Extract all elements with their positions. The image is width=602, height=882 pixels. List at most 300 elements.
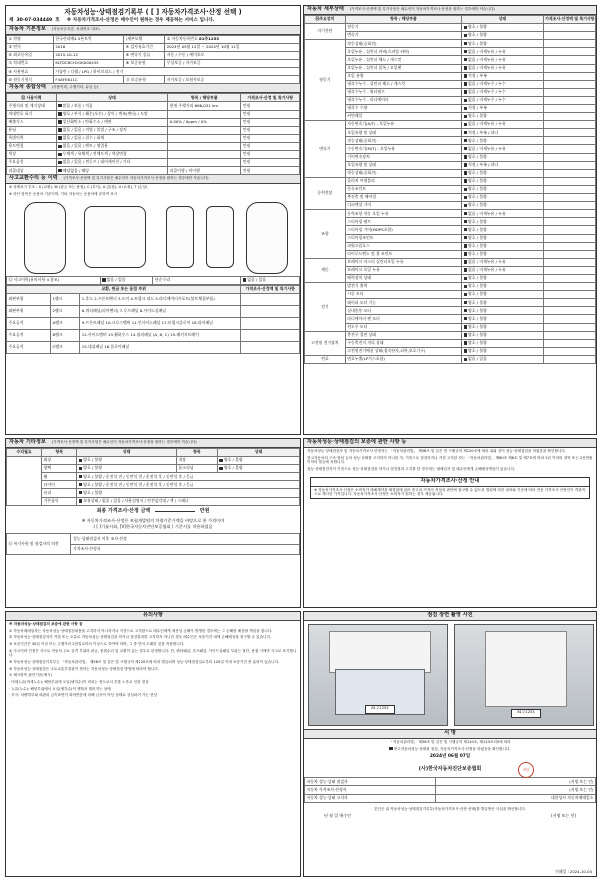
basic-section-title: 자동차 기본정보 xyxy=(9,25,46,32)
detail-row xyxy=(305,121,596,129)
check-mark xyxy=(464,236,467,239)
basic-value-2: 무상보증 / 자가보증 xyxy=(165,60,300,68)
parts-items: 9.프론트패널 10.크로스멤버 11.인사이드패널 17.트렁크플로어 18.리어패널 xyxy=(80,317,241,329)
overall-text: 만원 xyxy=(242,143,251,149)
accident-history-label: ⑬ 사고이력(유의사항 4 참조) xyxy=(7,276,101,284)
detail-price xyxy=(543,291,595,299)
basic-label-2: (세부모델 xyxy=(124,35,165,43)
check-mark xyxy=(58,153,61,156)
other-status xyxy=(77,473,300,481)
detail-status-text: 양호 / 불량 xyxy=(468,315,487,321)
detail-row xyxy=(305,266,596,274)
check-mark xyxy=(464,155,467,158)
detail-item: 배력장치 상태 xyxy=(345,274,461,282)
detail-status-text: 없음 / 미세누유 / 누유 xyxy=(468,121,506,127)
detail-status xyxy=(462,210,543,218)
detail-row xyxy=(305,80,596,88)
checkinfo-panel xyxy=(303,438,597,608)
basic-value-2: 2024년 05월 12일 ~ 2024년 10월 11일 xyxy=(165,43,300,51)
issue-date: 인쇄일 : 2024-10-04 xyxy=(555,868,592,874)
receiver-sign: (서명 또는 인) xyxy=(551,813,576,819)
overall-row xyxy=(7,167,300,175)
basic-label: ⑩ 원동기형식 xyxy=(7,76,54,84)
other-item-2: 룸크리닝 xyxy=(176,465,217,473)
detail-item: 연료누출(LP가스포함) xyxy=(345,355,461,363)
basic-label-2: ⑧ 보증유형 xyxy=(124,60,165,68)
detail-status xyxy=(462,96,543,104)
detail-row xyxy=(305,355,596,363)
detail-section-title: 자동차 세부상태 xyxy=(307,6,344,12)
detail-row xyxy=(305,226,596,234)
detail-row xyxy=(305,242,596,250)
basic-value-2: 자동 / 수동 / 세미오토 xyxy=(165,52,300,60)
overall-cell xyxy=(241,142,300,150)
detail-head-0: ⑭주요장치 xyxy=(305,15,346,23)
check-mark xyxy=(464,82,467,85)
signer-role: 자동차 성능·상태 점검자 xyxy=(305,778,436,786)
insurance-note: ※ 자동차가격조사·산정은 보험개발원의 차량기준가액을 바탕으로 한 가격이며 ( [ ]기술사회, [V]한국자동차진단보증협회 ) 기준서를 적용하였음 xyxy=(81,518,225,529)
detail-status-text: 없음 / 미세누수 / 누수 xyxy=(468,97,506,103)
doc-number-row xyxy=(6,18,300,23)
other-item: 타이어 xyxy=(42,481,77,489)
price-guide-text: ※ 자동차가격조사·산정은 소비자가 매매계약을 체결함에 있어 중고차 가격의 적정성 판단에 참고할 수 있도록 법령에 의한 절차와 기준에 따라 전문 가격조사·산정인이 객관적으로 제시한 가격입니다. 자동차가격조사·산정은 소비자가 원하는 경우 제공됩니다. xyxy=(314,487,586,497)
final-price-unit: 만원 xyxy=(199,507,210,514)
signature-section-header: 서 명 xyxy=(304,729,596,739)
detail-status-text: 양호 / 불량 xyxy=(468,250,487,256)
overall-cell xyxy=(168,110,241,118)
detail-price xyxy=(543,161,595,169)
detail-status-text: 없음 / 미세누유 / 누유 xyxy=(468,48,506,54)
parts-head-2: 가격조사·산정액 및 특기사항 xyxy=(241,285,300,293)
caution-paragraph: ⑥ 자동차성능·상태점검은 국토교통부장관이 정하는 자동차성능·상태점검 방법에 따라야 합니다. xyxy=(9,666,160,671)
check-mark xyxy=(464,147,467,150)
parts-row xyxy=(7,329,300,341)
other-item: 휠 xyxy=(42,473,77,481)
detail-group: 변속기 xyxy=(305,121,346,178)
overall-cell xyxy=(7,110,57,118)
detail-status xyxy=(462,177,543,185)
final-price-row xyxy=(6,506,300,518)
detail-status xyxy=(462,355,543,363)
parts-group: 외판부위 xyxy=(7,293,51,305)
doc-no-label: 제 xyxy=(9,17,14,23)
other-panel xyxy=(5,438,301,608)
special-table xyxy=(6,533,300,555)
check-mark xyxy=(79,467,82,470)
detail-group: 원동기 xyxy=(305,40,346,121)
detail-row xyxy=(305,48,596,56)
detail-item: 변속기 xyxy=(345,32,461,40)
overall-cell xyxy=(168,134,241,142)
car-frame-view xyxy=(84,206,146,268)
detail-status-text: 양호 / 불량 xyxy=(468,226,487,232)
overall-cell xyxy=(241,110,300,118)
detail-group: 자기진단 xyxy=(305,24,346,40)
check-mark xyxy=(464,309,467,312)
signature-date: 2024년 06월 07일 xyxy=(429,754,471,760)
overall-cell xyxy=(56,126,167,134)
issuing-org: (사)한국자동차진단보증협회 xyxy=(418,766,482,773)
special-line-2: 가격조사·산정자 xyxy=(71,544,300,555)
doc-no-suffix: 호 xyxy=(55,17,60,23)
caution-section-header: 유의사항 xyxy=(6,612,300,621)
basic-label: ③ 연식 xyxy=(7,43,54,51)
detail-price xyxy=(543,339,595,347)
repair-col xyxy=(7,457,42,506)
overall-row xyxy=(7,134,300,142)
check-mark xyxy=(464,196,467,199)
overall-cell xyxy=(241,159,300,167)
detail-row xyxy=(305,291,596,299)
overall-text: 0.00% / 0ppm / 0% xyxy=(169,118,207,124)
parts-price xyxy=(241,341,300,353)
caution-panel xyxy=(5,611,301,877)
parts-row xyxy=(7,341,300,353)
detail-item: 충전구 절연 상태 xyxy=(345,331,461,339)
detail-price xyxy=(543,177,595,185)
check-mark xyxy=(464,333,467,336)
parts-items: 6.쿼터패널(리어펜더) 7.루프패널 8.사이드실패널 xyxy=(80,305,241,317)
detail-row xyxy=(305,113,596,121)
detail-row xyxy=(305,323,596,331)
check-mark xyxy=(219,467,222,470)
detail-item: 윈도우 모터 xyxy=(345,323,461,331)
overall-text: 없음 / 있음 / 침수 / 화재 xyxy=(62,135,105,141)
overall-cell xyxy=(7,159,57,167)
other-status-text: 양호 / 불량 / 운전석 전 / 동반석 전 / 운전석 후 / 동반석 후 / 응급 xyxy=(83,473,194,479)
overall-cell xyxy=(7,126,57,134)
detail-group: 고전원 전기장치 xyxy=(305,331,346,355)
overall-cell xyxy=(241,151,300,159)
detail-status xyxy=(462,323,543,331)
overall-cell xyxy=(7,167,57,175)
check-mark xyxy=(464,26,467,29)
detail-status-text: 적정 / 부족 xyxy=(468,72,487,78)
overall-text: 차대번호 표기 xyxy=(8,110,33,116)
basic-label-2: ⑥ 변속기 종류 xyxy=(124,52,165,60)
check-mark xyxy=(464,260,467,263)
caution-paragraph: ② 자동차성능·상태점검자가 거짓 또는 오류로 자동차성능·상태점검을 하거나 점검결과를 고지하지 아니한 경우 매수인은 보증기간 내에 손해배상을 청구할 수 있습니다. xyxy=(9,635,272,640)
detail-status xyxy=(462,250,543,258)
overall-cell xyxy=(241,167,300,175)
signer-row xyxy=(305,794,596,802)
basic-reg-cell xyxy=(165,35,300,43)
overall-text: 없음 / 있음 / 썬루프 / 네비게이션 / 기타 xyxy=(62,159,131,165)
detail-price xyxy=(543,202,595,210)
detail-status xyxy=(462,291,543,299)
check-mark xyxy=(464,293,467,296)
basic-label: ① 차명 xyxy=(7,35,54,43)
overall-text: 무채색 / 유채색 / 전체도색 / 색상변경 xyxy=(62,151,127,157)
basic-row xyxy=(7,68,300,76)
detail-item: 파워고압호스 xyxy=(345,242,461,250)
parts-rank: B랭크 xyxy=(50,329,79,341)
detail-row xyxy=(305,258,596,266)
detail-status xyxy=(462,169,543,177)
detail-item: 오일누유 - 실린더 커버(로커암 커버) xyxy=(345,48,461,56)
detail-status-text: 양호 / 불량 xyxy=(468,283,487,289)
detail-price xyxy=(543,331,595,339)
other-status xyxy=(77,489,300,497)
check-mark xyxy=(79,475,82,478)
parts-group: 외판부위 xyxy=(7,305,51,317)
detail-table xyxy=(304,15,596,364)
checkinfo-paragraph: 자동차성능·상태점검자 및 자동차가격조사·산정자는 「자동차관리법」 제58조 및 같은 법 시행규칙 제120조에 따라 위와 같이 성능·상태점검을 하였음을 확인합니다. xyxy=(307,448,567,453)
special-line-1: 성능·상태점검자 이후 조사·산정 xyxy=(71,534,300,545)
detail-price xyxy=(543,56,595,64)
detail-status-text: 양호 / 불량 xyxy=(468,137,487,143)
check-mark xyxy=(464,325,467,328)
parts-group: 주요골격 xyxy=(7,329,51,341)
parts-head-1: 교환, 판금 또는 용접 부위 xyxy=(7,285,241,293)
detail-item: 와이퍼 모터 기능 xyxy=(345,299,461,307)
detail-item: 냉각수 수량 xyxy=(345,105,461,113)
basic-value-2: 자가보증 / 보험사보증 xyxy=(165,76,300,84)
detail-status-text: 없음 / 미세누유 / 누유 xyxy=(468,56,506,62)
overall-cell xyxy=(56,159,167,167)
basic-info-table xyxy=(6,35,300,85)
detail-status xyxy=(462,121,543,129)
detail-status xyxy=(462,226,543,234)
detail-row xyxy=(305,331,596,339)
other-item: 기본품목 xyxy=(42,497,77,505)
detail-item: 스티어링 기어(MDPS포함) xyxy=(345,226,461,234)
detail-item: 오일유량 및 상태 xyxy=(345,129,461,137)
basic-section-header xyxy=(6,25,300,35)
check-mark xyxy=(464,66,467,69)
detail-status-text: 적정 / 부족 xyxy=(468,105,487,111)
overall-section-header xyxy=(6,84,300,93)
photo-section-header: 점검 장면 촬영 사진 xyxy=(304,612,596,621)
detail-item: 오일 유량 xyxy=(345,72,461,80)
detail-status-text: 양호 / 불량 xyxy=(468,275,487,281)
detail-item: 냉각수누수 - 워터펌프 xyxy=(345,88,461,96)
other-table xyxy=(6,448,300,506)
detail-head-3: 가격조사·산정액 및 특기사항 xyxy=(543,15,595,23)
accident-section-title: 사고교환수리 등 이력 xyxy=(9,175,58,182)
rear-photo xyxy=(454,624,594,726)
detail-row xyxy=(305,56,596,64)
overall-cell xyxy=(56,118,167,126)
caution-paragraph: ⑦ 체크항목 판단기준(예시) xyxy=(9,673,53,678)
detail-row xyxy=(305,347,596,355)
accident-section-header xyxy=(6,175,300,184)
detail-status xyxy=(462,194,543,202)
detail-row xyxy=(305,315,596,323)
overall-cell xyxy=(56,142,167,150)
detail-price xyxy=(543,258,595,266)
caution-paragraph: ① 자동차매매업자는 자동차성능·상태점검내용을 고지하지 아니하거나 거짓으로 고지함으로 매수인에게 재산상 손해가 발생한 경우에는 그 손해를 배상할 책임을 집니다. xyxy=(9,628,273,633)
check-mark xyxy=(464,349,467,352)
detail-price xyxy=(543,48,595,56)
detail-status xyxy=(462,347,543,355)
overall-cell xyxy=(168,142,241,150)
basic-section-note: (자동차등록증, 차대번호 대조) xyxy=(51,26,100,31)
final-price-label: 최종 가격조사·산정 금액 xyxy=(96,507,151,514)
detail-status-text: 없음 / 미세누유 / 누유 xyxy=(468,267,506,273)
other-item-2: 내장 xyxy=(176,457,217,465)
check-mark xyxy=(464,34,467,37)
basic-row xyxy=(7,76,300,84)
overall-text: 만원 xyxy=(242,110,251,116)
caution-paragraphs xyxy=(6,628,300,699)
detail-row xyxy=(305,32,596,40)
detail-status xyxy=(462,153,543,161)
org-seal-stamp: 직인 xyxy=(518,762,534,778)
photo-sign-panel xyxy=(303,611,597,877)
check-mark xyxy=(464,268,467,271)
detail-status xyxy=(462,234,543,242)
detail-group: 연료 xyxy=(305,355,346,363)
checkinfo-paragraphs xyxy=(304,448,596,473)
overall-text: 만원 xyxy=(242,159,251,165)
detail-status-text: 양호 / 불량 xyxy=(468,291,487,297)
detail-group: 조향 xyxy=(305,210,346,259)
other-status xyxy=(77,457,177,465)
basic-value: KLTDC8CH1GK000435 xyxy=(53,60,123,68)
parts-row xyxy=(7,305,300,317)
overall-row xyxy=(7,102,300,110)
detail-price xyxy=(543,185,595,193)
detail-status xyxy=(462,64,543,72)
detail-status-text: 양호 / 불량 xyxy=(468,186,487,192)
detail-status-text: 양호 / 불량 xyxy=(468,32,487,38)
overall-section-note: (사용이력, 주행거리, 튜닝 등) xyxy=(51,85,99,90)
signer-sign: 대한성사 자동차매매업소 xyxy=(435,794,595,802)
check-mark xyxy=(79,483,82,486)
detail-item: 오일누유 - 실린더 헤드 / 개스킷 xyxy=(345,56,461,64)
detail-price xyxy=(543,105,595,113)
check-mark xyxy=(464,252,467,255)
detail-item: 오일누유 - 실린더 블록 / 오일팬 xyxy=(345,64,461,72)
truck-box-rear xyxy=(485,631,567,707)
detail-head-2: 상태 xyxy=(462,15,543,23)
basic-value: F4AFE611C xyxy=(53,76,123,84)
overall-cell xyxy=(56,167,167,175)
report-title: 자동차성능·상태점검기록부 ( [ ] 자동차가격조사·산정 선택 ) xyxy=(64,8,242,16)
detail-status-text: 적정 / 부족 / 과다 xyxy=(468,129,499,135)
other-status-2 xyxy=(217,465,299,473)
detail-row xyxy=(305,194,596,202)
detail-row xyxy=(305,299,596,307)
parts-row xyxy=(7,317,300,329)
detail-status-text: 양호 / 불량 xyxy=(468,242,487,248)
overall-row xyxy=(7,142,300,150)
check-mark xyxy=(464,220,467,223)
parts-group: 주요골격 xyxy=(7,317,51,329)
detail-price xyxy=(543,250,595,258)
overall-cell xyxy=(7,151,57,159)
detail-status xyxy=(462,266,543,274)
detail-status-text: 양호 / 불량 xyxy=(468,113,487,119)
detail-status xyxy=(462,161,543,169)
detail-price xyxy=(543,226,595,234)
overall-cell xyxy=(168,126,241,134)
check-mark xyxy=(79,499,82,502)
basic-value: 2016 xyxy=(53,43,123,51)
check-mark xyxy=(464,212,467,215)
basic-label-2: ④ 검사유효기간 xyxy=(124,43,165,51)
detail-row xyxy=(305,40,596,48)
detail-item: 작동상태(공회전) xyxy=(345,137,461,145)
other-row xyxy=(7,497,300,505)
special-label: ⑮ 특기사항 및 점검자의 의견 xyxy=(7,534,71,555)
overall-text: 없음 / 있음 / 렌트 / 영업용 xyxy=(62,143,108,149)
detail-status-text: 없음 / 미세누수 / 누수 xyxy=(468,89,506,95)
simple-repair-value: 없음 / 있음 xyxy=(241,276,300,284)
check-mark xyxy=(58,161,61,164)
detail-status xyxy=(462,113,543,121)
parts-items: 15.대쉬패널 16.플로어패널 xyxy=(80,341,241,353)
overall-row xyxy=(7,110,300,118)
caution-paragraph: ④ 사고이력 인정은 사고로 자동차 주요 골격 부위의 판금, 용접수리 및 교환이 있는 경우로 한정합니다. 단, 쿼터패널, 루프패널, 사이드실패널 부위는 절단, 용접 시에만 사고로 표기합니다. xyxy=(9,648,297,658)
detail-row xyxy=(305,153,596,161)
detail-price xyxy=(543,137,595,145)
overall-cell xyxy=(241,118,300,126)
check-mark xyxy=(464,131,467,134)
other-status xyxy=(77,481,300,489)
basic-value: 2015-10-12 xyxy=(53,52,123,60)
detail-status-text: 양호 / 불량 xyxy=(468,24,487,30)
detail-row xyxy=(305,72,596,80)
check-mark xyxy=(464,358,467,361)
overall-text: 용도변경 xyxy=(8,143,24,149)
detail-status-text: 적정 / 부족 / 과다 xyxy=(468,161,499,167)
detail-status-text: 양호 / 불량 xyxy=(468,153,487,159)
detail-item: 클러치 어셈블리 xyxy=(345,177,461,185)
other-head-4: 상태 xyxy=(217,448,299,456)
detail-item: 스티어링 펌프 xyxy=(345,218,461,226)
check-mark xyxy=(464,90,467,93)
overall-cell xyxy=(168,167,241,175)
overall-text: 만원 xyxy=(242,118,251,124)
check-mark xyxy=(58,112,61,115)
detail-price xyxy=(543,299,595,307)
other-status xyxy=(77,497,300,505)
signature-statement-2: 중고자동차성능·상태를 점검, 자동차가격조사·산정을 하였음을 확인합니다. xyxy=(304,746,596,753)
basic-row xyxy=(7,52,300,60)
detail-row xyxy=(305,250,596,258)
check-mark xyxy=(464,277,467,280)
detail-status xyxy=(462,48,543,56)
overall-cell xyxy=(241,134,300,142)
basic-row xyxy=(7,60,300,68)
overall-text: 해당없음 / 해당 xyxy=(62,167,90,173)
detail-status xyxy=(462,331,543,339)
check-mark xyxy=(464,179,467,182)
parts-rank: 2랭크 xyxy=(50,305,79,317)
overall-cell xyxy=(168,159,241,167)
detail-price xyxy=(543,88,595,96)
detail-item: 시동 모터 xyxy=(345,291,461,299)
other-status-text-2: 양호 / 불량 xyxy=(223,465,243,471)
detail-status-text: 양호 / 불량 xyxy=(468,40,487,46)
caution-subsection: ※ 자동차성능·상태점검의 보증에 관한 사항 등 xyxy=(9,621,83,626)
detail-price xyxy=(543,145,595,153)
detail-status-text: 양호 / 불량 xyxy=(468,331,487,337)
other-section-title: 자동차 기타정보 xyxy=(9,439,46,445)
detail-status-text: 없음 / 미세누수 / 누수 xyxy=(468,81,506,87)
caution-paragraph: · 누유(누수): 해당부위에서 오일(냉각수)이 맺혀서 떨어지는 상태 xyxy=(9,686,111,691)
detail-price xyxy=(543,169,595,177)
detail-status-text: 양호 / 불량 xyxy=(468,340,487,346)
detail-item: 원동기 xyxy=(345,24,461,32)
parts-group: 주요골격 xyxy=(7,341,51,353)
accident-legend-2: ※ 하단 항목은 승용차 기준이며, 기타 자동차는 승용차에 준하여 표시 xyxy=(9,191,118,196)
detail-item: 타이로드엔드 및 볼 조인트 xyxy=(345,250,461,258)
check-mark xyxy=(58,145,61,148)
detail-row xyxy=(305,274,596,282)
